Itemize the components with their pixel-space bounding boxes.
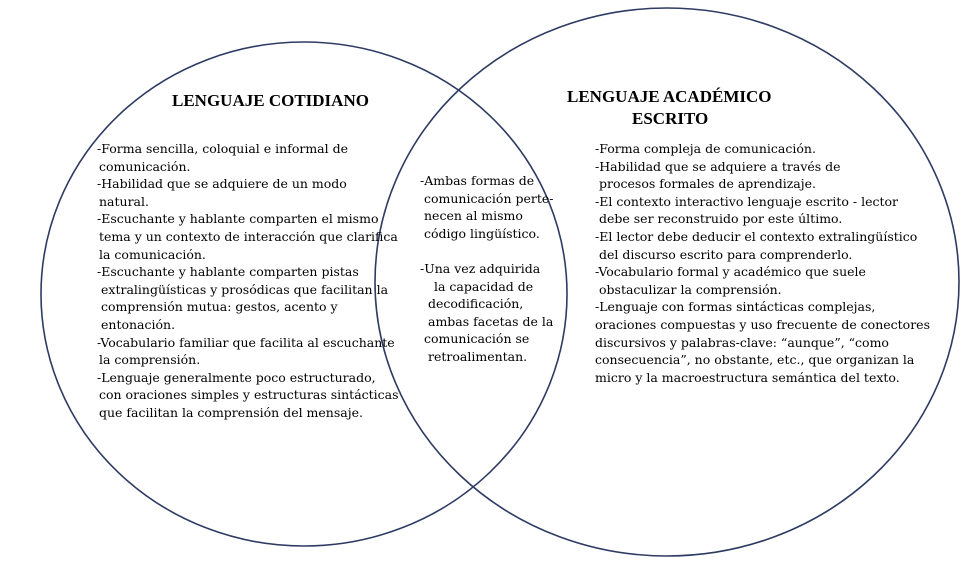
left-line: que facilitan la comprensión del mensaje. xyxy=(99,404,363,420)
left-line: comprensión mutua: gestos, acento y xyxy=(101,299,338,315)
left-line: tema y un contexto de interacción que clarifica xyxy=(99,228,398,244)
right-line: -El contexto interactivo lenguaje escrito - lector xyxy=(595,193,898,209)
right-line: obstaculizar la comprensión. xyxy=(599,281,782,297)
center-line: necen al mismo xyxy=(424,208,523,224)
right-line: debe ser reconstruido por este último. xyxy=(599,211,843,227)
right-circle-title-line-2: ESCRITO xyxy=(632,109,709,128)
left-line: -Lenguaje generalmente poco estructurado, xyxy=(97,369,376,385)
right-line: consecuencia”, no obstante, etc., que organizan la xyxy=(595,352,915,368)
center-line: comunicación se xyxy=(424,331,530,347)
left-line: -Escuchante y hablante comparten pistas xyxy=(97,264,359,280)
intersection-text xyxy=(420,172,554,366)
left-line: natural. xyxy=(99,193,149,209)
left-line: -Forma sencilla, coloquial e informal de xyxy=(97,141,348,156)
right-line: -Forma compleja de comunicación. xyxy=(595,141,816,156)
center-line: decodificación, xyxy=(428,296,524,312)
right-line: -Habilidad que se adquiere a través de xyxy=(595,158,841,174)
right-circle-title-line-1: LENGUAJE ACADÉMICO xyxy=(567,87,772,106)
right-line: -Vocabulario formal y académico que suele xyxy=(595,264,866,280)
right-line: micro y la macroestructura semántica del texto. xyxy=(595,369,900,385)
left-line: la comprensión. xyxy=(99,352,201,368)
right-line: oraciones compuestas y uso frecuente de conectores xyxy=(595,316,930,332)
right-line: procesos formales de aprendizaje. xyxy=(599,176,816,192)
left-circle-title: LENGUAJE COTIDIANO xyxy=(172,91,369,110)
center-spacer xyxy=(420,242,554,260)
center-line: ambas facetas de la xyxy=(428,313,554,329)
right-line: discursivos y palabras-clave: “aunque”, “como xyxy=(595,334,889,350)
right-line: del discurso escrito para comprenderlo. xyxy=(599,246,853,262)
center-line: retroalimentan. xyxy=(428,348,528,364)
left-line: -Vocabulario familiar que facilita al escuchante xyxy=(97,334,395,350)
left-line: la comunicación. xyxy=(99,246,206,262)
left-circle-text xyxy=(97,140,399,422)
center-line: la capacidad de xyxy=(434,278,534,294)
right-circle-text xyxy=(595,140,930,386)
left-line: entonación. xyxy=(101,316,176,332)
right-line: -Lenguaje con formas sintácticas complejas, xyxy=(595,299,876,315)
left-line: con oraciones simples y estructuras sintácticas xyxy=(99,387,399,403)
left-line: -Escuchante y hablante comparten el mismo xyxy=(97,211,379,227)
center-line: código lingüístico. xyxy=(424,225,540,241)
center-line: -Una vez adquirida xyxy=(420,260,541,276)
left-line: comunicación. xyxy=(99,158,191,174)
center-line: -Ambas formas de xyxy=(420,173,535,188)
left-line: -Habilidad que se adquiere de un modo xyxy=(97,176,347,192)
left-line: extralingüísticas y prosódicas que facilitan la xyxy=(101,281,389,297)
right-line: -El lector debe deducir el contexto extralingüístico xyxy=(595,228,918,244)
center-line: comunicación perte- xyxy=(424,190,554,206)
